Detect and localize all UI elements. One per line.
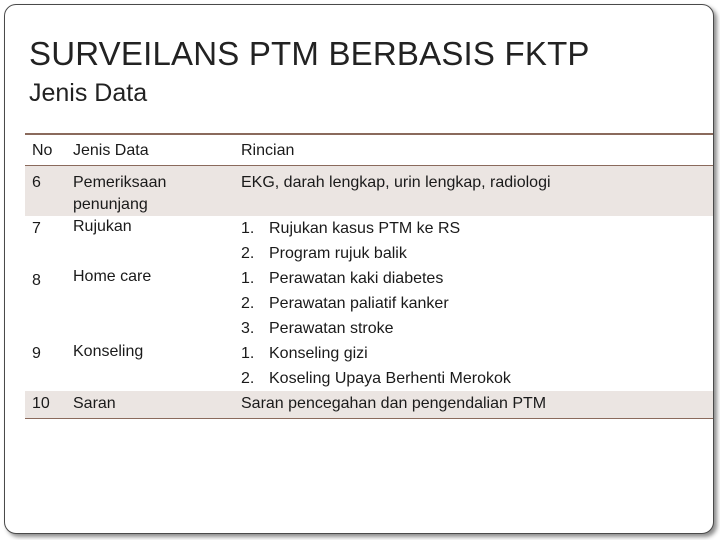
row-rincian [241, 216, 714, 266]
row-no: 9 [32, 345, 41, 362]
header-no: No [32, 142, 53, 159]
data-table [25, 133, 714, 419]
list-item: 1. Perawatan kaki diabetes [241, 270, 444, 287]
row-rincian: EKG, darah lengkap, urin lengkap, radiologi [241, 174, 551, 191]
row-jenis: Home care [73, 268, 152, 285]
list-item: 3. Perawatan stroke [241, 320, 394, 337]
row-rincian [241, 266, 714, 341]
list-item: 1. Konseling gizi [241, 345, 368, 362]
row-no: 10 [32, 395, 50, 412]
table-row [25, 391, 714, 419]
row-jenis: Pemeriksaan penunjang [73, 174, 167, 213]
slide-frame [4, 4, 714, 534]
row-rincian: Saran pencegahan dan pengendalian PTM [241, 395, 547, 412]
row-jenis: Saran [73, 395, 116, 412]
row-jenis: Rujukan [73, 218, 132, 235]
slide-title: SURVEILANS PTM BERBASIS FKTP [29, 35, 590, 72]
table-row [25, 266, 714, 341]
row-no: 8 [32, 272, 41, 289]
table-header-row [25, 133, 714, 166]
row-jenis: Konseling [73, 343, 144, 360]
row-rincian [241, 341, 714, 391]
slide-subtitle: Jenis Data [29, 79, 148, 107]
table-row [25, 216, 714, 266]
header-rincian: Rincian [241, 142, 295, 159]
list-item: 2. Program rujuk balik [241, 245, 407, 262]
table-row [25, 341, 714, 391]
table-row [25, 166, 714, 216]
list-item: 2. Koseling Upaya Berhenti Merokok [241, 370, 511, 387]
list-item: 2. Perawatan paliatif kanker [241, 295, 449, 312]
list-item: 1. Rujukan kasus PTM ke RS [241, 220, 461, 237]
header-jenis-data: Jenis Data [73, 142, 149, 159]
row-no: 6 [32, 174, 41, 191]
row-no: 7 [32, 220, 41, 237]
